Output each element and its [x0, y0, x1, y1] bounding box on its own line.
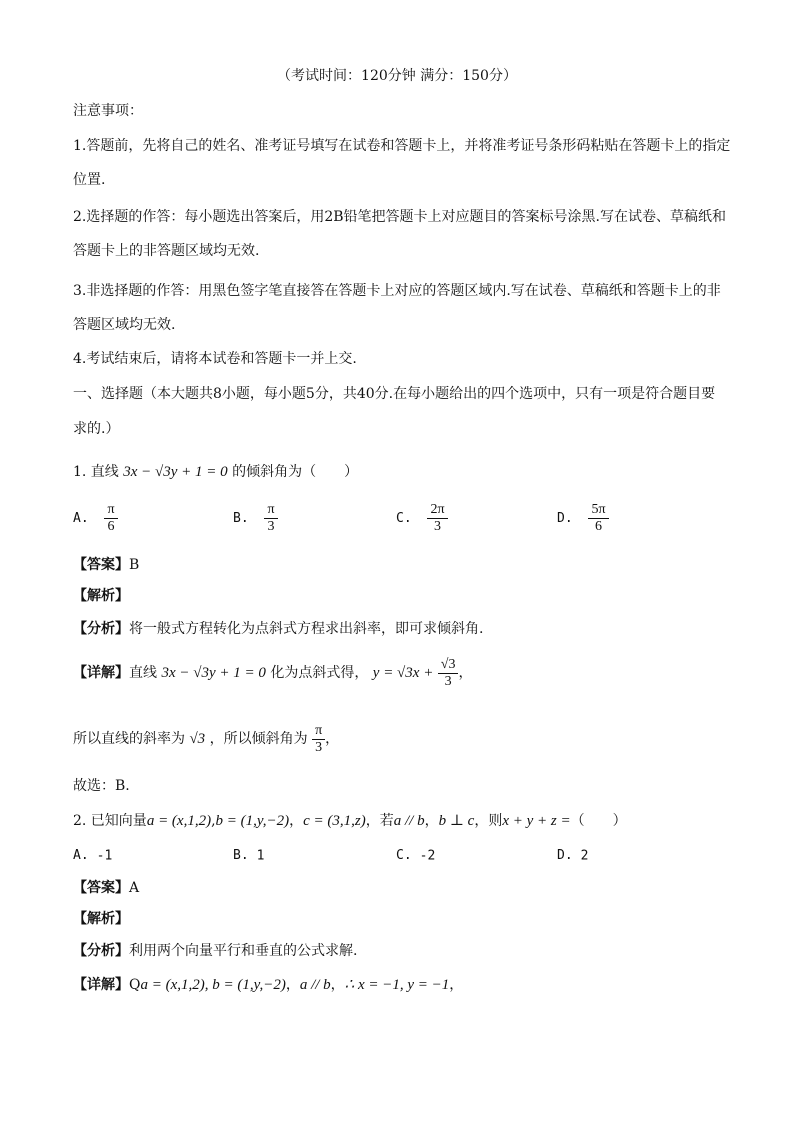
q1-fenxi [73, 619, 483, 639]
q2-vector-b: b = (1,y,−2) [215, 813, 290, 829]
q2-fenxi [73, 941, 357, 961]
q2-answer [73, 878, 139, 898]
q1-so-line [73, 722, 339, 756]
xiangjie-end: ， [449, 977, 464, 993]
q1-stem [73, 462, 358, 482]
answer-value: A [129, 880, 140, 896]
fraction-denominator: 6 [595, 519, 603, 534]
notice-3a: 3.非选择题的作答：用黑色签字笔直接答在答题卡上对应的答题区域内.写在试卷、草稿纸和答题卡上的非 [73, 283, 721, 299]
fraction-denominator: 3 [444, 673, 452, 689]
fraction-numerator: √3 [438, 657, 459, 674]
so-sqrt: √3 [189, 731, 206, 747]
q2-condition: ，若 [365, 813, 394, 829]
option-label: A. [73, 848, 89, 863]
option-label: A. [73, 510, 89, 526]
q1-jiexi: 【解析】 [73, 588, 129, 604]
q2-option-d [557, 846, 588, 867]
xiangjie-text: 直线 [129, 665, 157, 681]
notice-4: 4.考试结束后，请将本试卷和答题卡一并上交. [73, 351, 357, 367]
xiangjie-tag: 【详解】 [73, 977, 129, 993]
so-text: 所以直线的斜率为 [73, 731, 185, 747]
notice-2a: 2.选择题的作答：每小题选出答案后，用2B铅笔把答题卡上对应题目的答案标号涂黑.写在试卷、草稿纸和 [73, 209, 727, 225]
notice-2b: 答题卡上的非答题区域均无效. [73, 243, 260, 259]
notice-title: 注意事项： [73, 103, 143, 119]
q2-blank: （ ） [570, 813, 627, 829]
fraction-denominator: 3 [315, 739, 323, 755]
xiangjie-tag: 【详解】 [73, 665, 129, 681]
option-label: D. [557, 510, 573, 526]
fraction-numerator: π [312, 723, 325, 740]
fraction-numerator: π [264, 502, 277, 519]
xiangjie-equation-2: y = √3x + [372, 665, 434, 681]
fraction-denominator: 6 [107, 519, 115, 534]
option-label: C. [396, 510, 412, 526]
q1-option-a [73, 502, 118, 535]
q2-expression: x + y + z = [502, 813, 571, 829]
q2-stem: 2. 已知向量a = (x,1,2),b = (1,y,−2)，c = (3,1,z)，若a // b，b ⊥ c，则x + y + z =（ ） [73, 813, 627, 829]
section-title-b: 求的.） [73, 421, 120, 437]
option-fraction [264, 502, 277, 535]
q2-number: 2. 已知向量 [73, 813, 147, 829]
option-value: 2 [580, 848, 589, 864]
option-label: B. [233, 848, 249, 863]
q2-then: ，则 [474, 813, 503, 829]
q1-option-b [233, 502, 278, 535]
q2-xiangjie: 【详解】Qa = (x,1,2), b = (1,y,−2)，a // b，∴ x = −1, y = −1， [73, 977, 464, 993]
q2-option-b [233, 846, 264, 867]
option-fraction [104, 502, 117, 535]
notice-1a: 1.答题前，先将自己的姓名、准考证号填写在试卷和答题卡上，并将准考证号条形码粘贴在答题卡上的指定 [73, 138, 731, 154]
xiangjie-end: ， [458, 665, 473, 681]
fraction-denominator: 3 [434, 519, 442, 534]
q2-vector-a: a = (x,1,2) [146, 813, 212, 829]
answer-tag: 【答案】 [73, 880, 129, 896]
q1-tail: 的倾斜角为（ ） [232, 464, 359, 480]
q2-perpendicular: b ⊥ c [438, 813, 475, 829]
q1-option-d [557, 502, 609, 535]
xiangjie-result: ∴ x = −1, y = −1 [344, 977, 450, 993]
fenxi-tag: 【分析】 [73, 621, 129, 637]
option-fraction [427, 502, 447, 535]
option-label: D. [557, 848, 573, 863]
fenxi-text: 利用两个向量平行和垂直的公式求解. [129, 943, 358, 959]
option-label: C. [396, 848, 412, 863]
xiangjie-vectors: a = (x,1,2), b = (1,y,−2) [140, 977, 286, 993]
q1-xiangjie [73, 656, 472, 690]
option-value: -2 [419, 848, 436, 864]
xiangjie-q: Q [129, 977, 141, 993]
fenxi-tag: 【分析】 [73, 943, 129, 959]
fraction-numerator: π [104, 502, 117, 519]
xiangjie-text-2: 化为点斜式得， [270, 665, 369, 681]
q1-number: 1. 直线 [73, 464, 119, 480]
option-value: -1 [96, 848, 113, 864]
fenxi-text: 将一般式方程转化为点斜式方程求出斜率，即可求倾斜角. [129, 621, 484, 637]
q2-option-a [73, 846, 112, 867]
q1-answer [73, 555, 139, 575]
q2-option-c [396, 846, 435, 867]
q2-parallel: a // b [393, 813, 425, 829]
so-text-2: ，所以倾斜角为 [209, 731, 308, 747]
xiangjie-parallel: a // b [299, 977, 331, 993]
q1-equation: 3x − √3y + 1 = 0 [123, 464, 228, 480]
option-fraction [588, 502, 608, 535]
answer-value: B [129, 557, 140, 573]
q2-jiexi: 【解析】 [73, 911, 129, 927]
q1-choose: 故选：B. [73, 778, 130, 794]
option-label: B. [233, 510, 249, 526]
so-fraction [312, 723, 325, 756]
fraction-numerator: 5π [588, 502, 608, 519]
fraction-numerator: 2π [427, 502, 447, 519]
notice-1b: 位置. [73, 172, 106, 188]
exam-header: （考试时间：120分钟 满分：150分） [277, 68, 517, 84]
notice-3b: 答题区域均无效. [73, 317, 176, 333]
xiangjie-fraction [438, 657, 459, 690]
fraction-denominator: 3 [267, 519, 275, 534]
q2-vector-c: c = (3,1,z) [303, 813, 366, 829]
answer-tag: 【答案】 [73, 557, 129, 573]
xiangjie-equation: 3x − √3y + 1 = 0 [161, 665, 266, 681]
section-title-a: 一、选择题（本大题共8小题，每小题5分，共40分.在每小题给出的四个选项中，只有一项是符合题目要 [73, 386, 716, 402]
option-value: 1 [256, 848, 265, 864]
q1-option-c [396, 502, 448, 535]
so-end: ， [325, 731, 340, 747]
